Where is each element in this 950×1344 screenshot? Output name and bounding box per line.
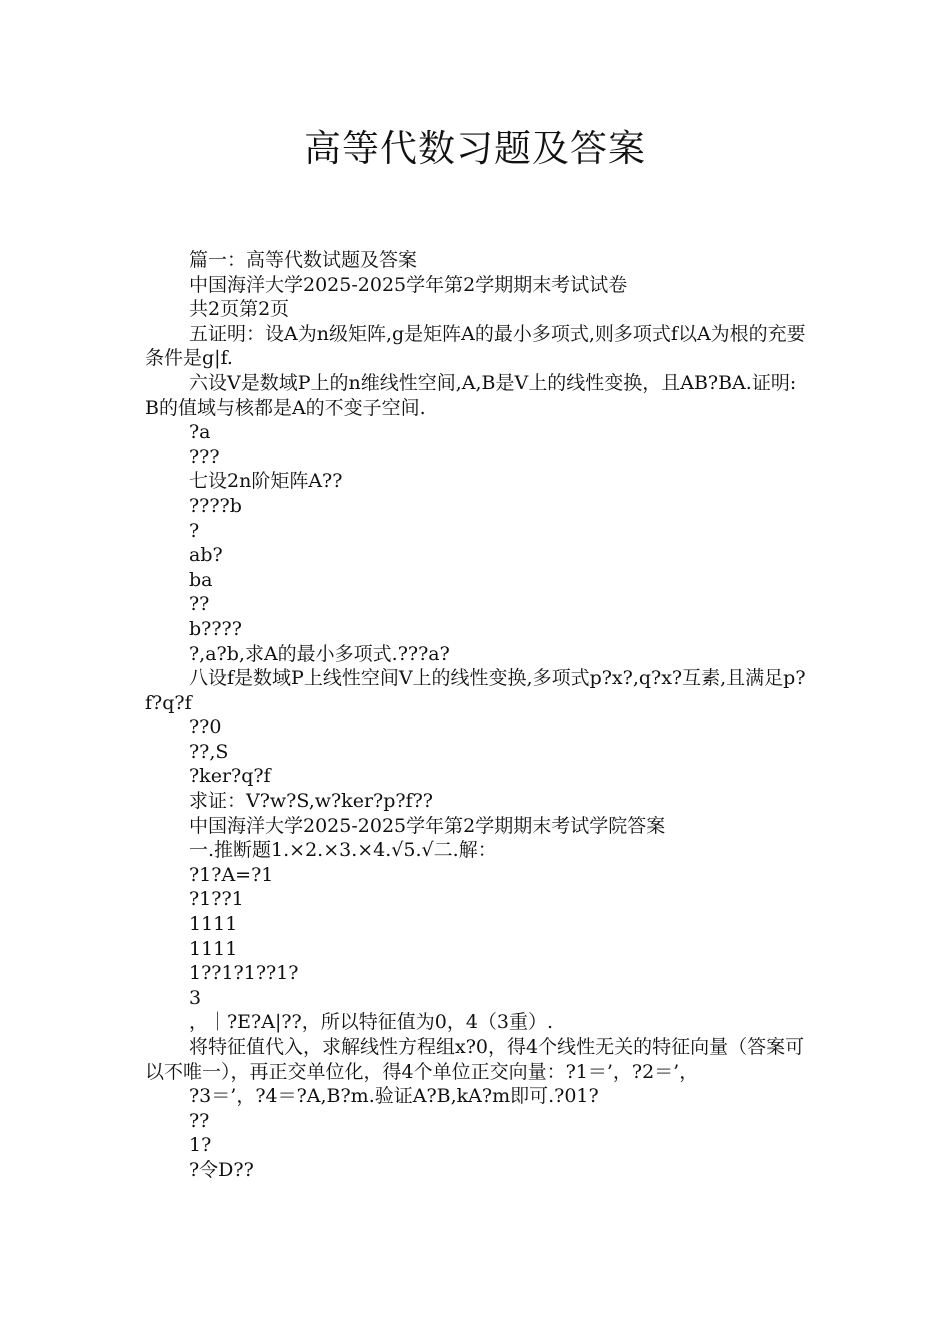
body-line: 六设V是数域P上的n维线性空间,A,B是V上的线性变换，且AB?BA.证明:B的值域与核都是A的不变子空间.: [145, 371, 797, 419]
body-line: 共2页第2页: [189, 298, 290, 321]
body-line: ?令D??: [189, 1158, 254, 1181]
body-line: ??,S: [189, 740, 229, 763]
body-line: ，｜?E?A|??，所以特征值为0，4（3重）.: [189, 1011, 554, 1034]
body-line: 中国海洋大学2025-2025学年第2学期期末考试学院答案: [189, 814, 666, 837]
body-line: ??0: [189, 716, 222, 739]
body-line: ????b: [189, 494, 242, 517]
body-line: 一.推断题1.×2.×3.×4.√5.√二.解：: [189, 839, 497, 862]
body-line: ?a: [189, 421, 211, 444]
body-line: ab?: [189, 544, 223, 567]
document-body: [145, 248, 810, 1183]
body-line: ?3＝’，?4＝?A,B?m.验证A?B,kA?m即可.?01?: [189, 1085, 599, 1108]
body-line: ?ker?q?f: [189, 765, 271, 788]
body-line: 3: [189, 986, 202, 1009]
body-line: ?: [189, 519, 200, 542]
body-line: 1??1?1??1?: [189, 962, 299, 985]
body-line: 五证明：设A为n级矩阵,g是矩阵A的最小多项式,则多项式f以A为根的充要条件是g|f.: [145, 322, 806, 370]
body-line: b????: [189, 617, 242, 640]
body-line: ???: [189, 445, 220, 468]
body-line: ?,a?b,求A的最小多项式.???a?: [189, 642, 450, 665]
body-line: 将特征值代入，求解线性方程组x?0，得4个线性无关的特征向量（答案可以不唯一），再正交单位化，得4个单位正交向量：?1＝’，?2＝’，: [145, 1036, 805, 1083]
body-line: 八设f是数域P上线性空间V上的线性变换,多项式p?x?,q?x?互素,且满足p?f?q?f: [145, 667, 806, 714]
body-line: ?1?A=?1: [189, 863, 274, 886]
body-line: 七设2n阶矩阵A??: [189, 470, 343, 493]
body-line: ??: [189, 1109, 210, 1132]
body-line: 求证：V?w?S,w?ker?p?f??: [189, 790, 433, 813]
body-line: 篇一：高等代数试题及答案: [189, 249, 418, 271]
body-line: ba: [189, 568, 213, 591]
body-line: ??: [189, 593, 210, 616]
body-line: 中国海洋大学2025-2025学年第2学期期末考试试卷: [189, 273, 628, 296]
document-title: 高等代数习题及答案: [304, 127, 646, 170]
body-line: 1?: [189, 1134, 212, 1157]
body-line: 1111: [189, 913, 238, 936]
body-line: ?1??1: [189, 888, 244, 911]
body-line: 1111: [189, 937, 238, 960]
